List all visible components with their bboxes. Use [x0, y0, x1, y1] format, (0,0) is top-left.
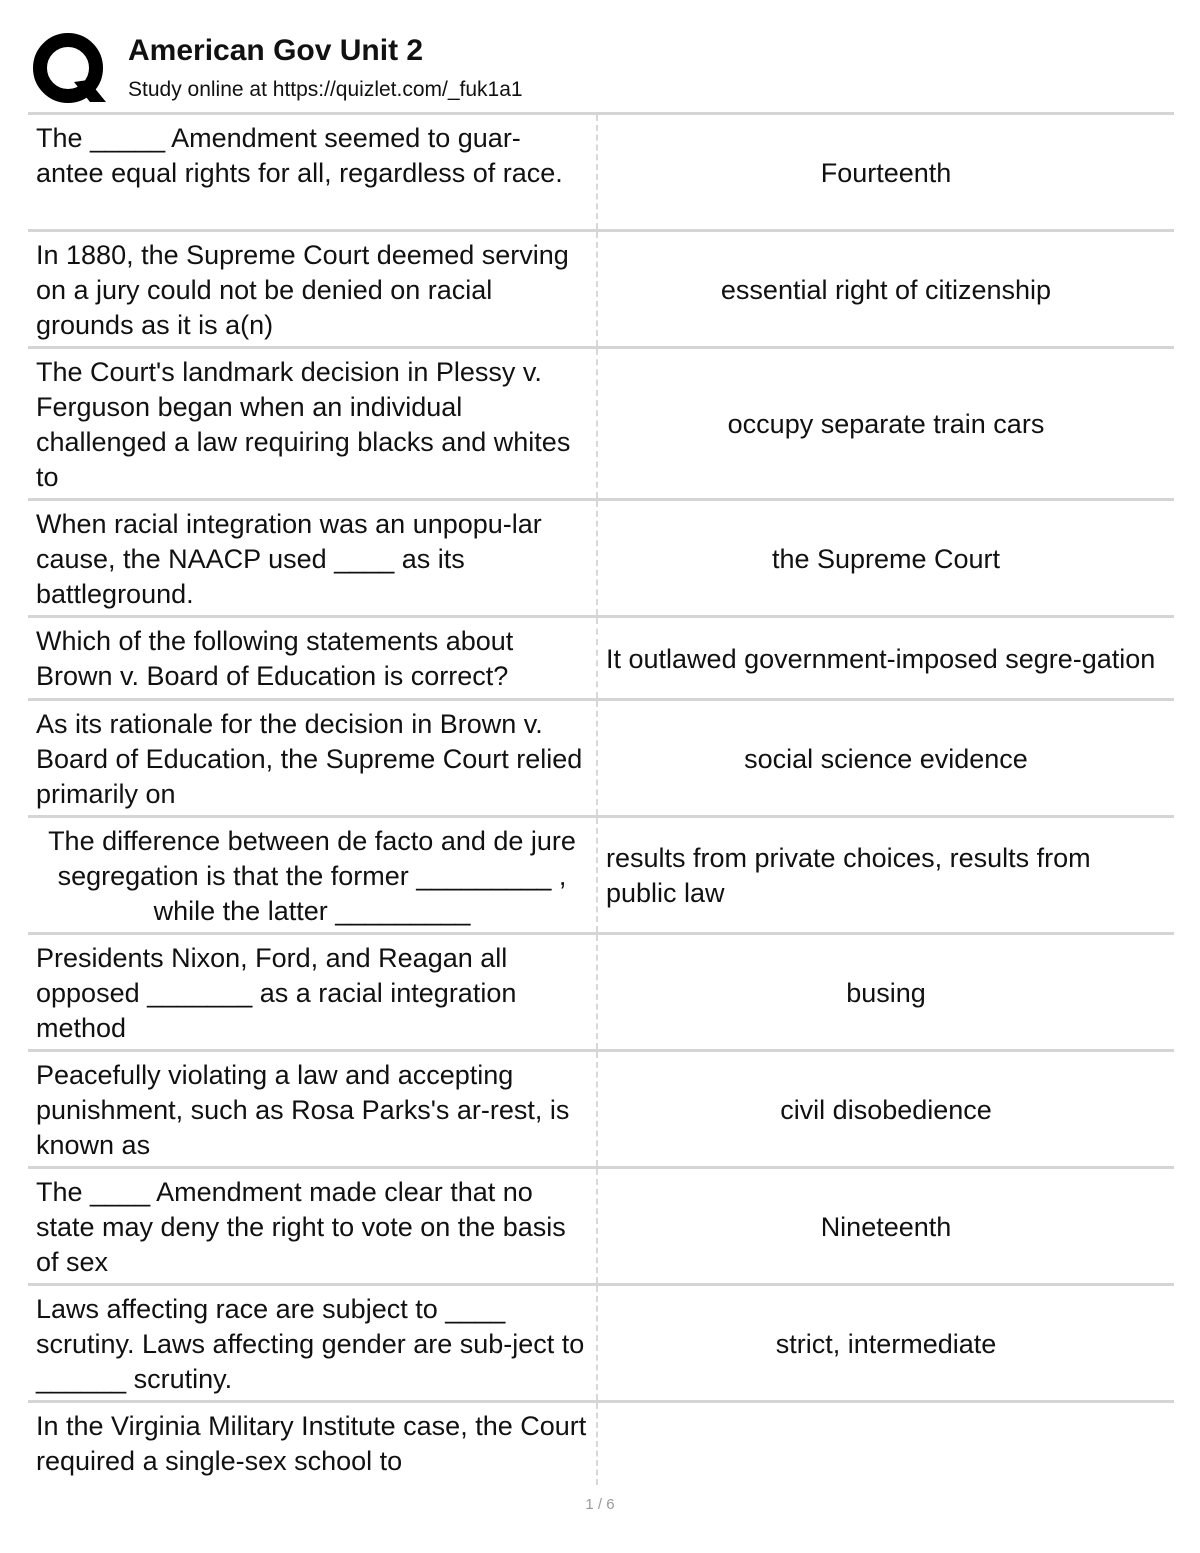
table-row — [28, 1052, 1174, 1169]
table-row — [28, 1403, 1174, 1485]
deck-title: American Gov Unit 2 — [128, 34, 424, 67]
card-answer: civil disobedience — [780, 1094, 992, 1125]
quizlet-logo-icon — [30, 30, 110, 110]
card-question: In 1880, the Supreme Court deemed serving on a jury could not be denied on racial grounds as it is a(n) — [28, 232, 598, 346]
card-answer: occupy separate train cars — [727, 409, 1045, 439]
table-row — [28, 349, 1174, 501]
card-question: The difference between de facto and de jure segregation is that the former _________ , while the latter _________ — [28, 818, 598, 932]
card-question: When racial integration was an unpopu-lar cause, the NAACP used ____ as its battleground. — [28, 501, 598, 615]
card-question: As its rationale for the decision in Brown v. Board of Education, the Supreme Court relied primarily on — [28, 701, 598, 815]
card-answer: Nineteenth — [820, 1211, 952, 1242]
page-indicator: 1 / 6 — [585, 1496, 615, 1513]
card-answer: busing — [846, 977, 926, 1008]
card-answer: results from private choices, results from public law — [606, 843, 1091, 908]
card-answer: the Supreme Court — [771, 543, 1001, 574]
card-question: Laws affecting race are subject to ____ scrutiny. Laws affecting gender are sub-ject to ______ scrutiny. — [28, 1286, 598, 1400]
card-question: In the Virginia Military Institute case, the Court required a single-sex school to — [28, 1403, 598, 1485]
card-answer: essential right of citizenship — [720, 274, 1052, 305]
card-answer: Fourteenth — [820, 157, 952, 188]
study-link[interactable]: Study online at https://quizlet.com/_fuk1a1 — [128, 78, 523, 101]
card-question: Presidents Nixon, Ford, and Reagan all opposed _______ as a racial integration method — [28, 935, 598, 1049]
card-answer: social science evidence — [744, 743, 1028, 774]
card-question: Which of the following statements about Brown v. Board of Education is correct? — [28, 618, 598, 698]
table-row — [28, 232, 1174, 349]
table-row — [28, 818, 1174, 935]
card-question: The Court's landmark decision in Plessy v. Ferguson began when an individual challenged a law requiring blacks and whites to — [28, 349, 598, 498]
table-row — [28, 115, 1174, 232]
table-row — [28, 935, 1174, 1052]
page-header — [28, 28, 1174, 112]
card-question: The ____ Amendment made clear that no state may deny the right to vote on the basis of sex — [28, 1169, 598, 1283]
table-row — [28, 701, 1174, 818]
table-row — [28, 1169, 1174, 1286]
card-question: The _____ Amendment seemed to guar-antee equal rights for all, regardless of race. — [28, 115, 598, 229]
card-question: Peacefully violating a law and accepting punishment, such as Rosa Parks's ar-rest, is known as — [28, 1052, 598, 1166]
table-row — [28, 501, 1174, 618]
card-answer: It outlawed government-imposed segre-gation — [606, 643, 1156, 674]
card-answer: strict, intermediate — [775, 1328, 997, 1359]
card-answer — [598, 1403, 1174, 1485]
flashcard-table — [28, 112, 1174, 1485]
table-row — [28, 618, 1174, 701]
table-row — [28, 1286, 1174, 1403]
